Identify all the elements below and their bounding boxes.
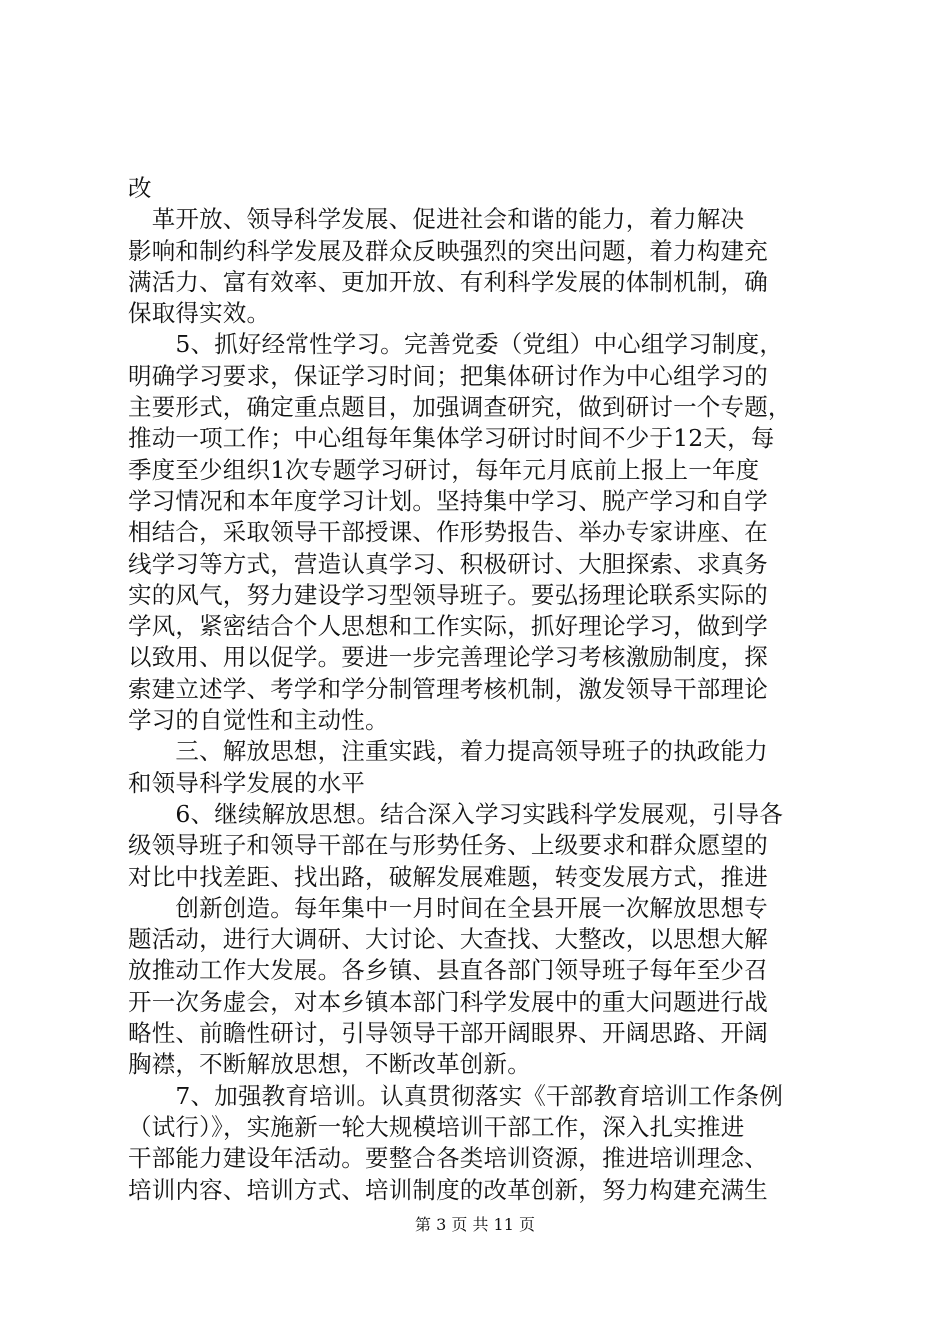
text-line: （试行）》，实施新一轮大规模培训干部工作，深入扎实推进 — [128, 1112, 745, 1141]
text-line: 培训内容、培训方式、培训制度的改革创新，努力构建充满生 — [128, 1175, 768, 1204]
document-body — [128, 173, 848, 1206]
text-line: 保取得实效。 — [128, 299, 271, 328]
text-line: 线学习等方式，营造认真学习、积极研讨、大胆探索、求真务 — [128, 549, 768, 578]
text-line: 以致用、用以促学。要进一步完善理论学习考核激励制度，探 — [128, 643, 768, 672]
page-footer: 第 3 页 共 11 页 — [415, 1215, 535, 1234]
text-line: 学习情况和本年度学习计划。坚持集中学习、脱产学习和自学 — [128, 486, 768, 515]
text-line: 学风，紧密结合个人思想和工作实际，抓好理论学习，做到学 — [128, 612, 768, 641]
text-line: 满活力、富有效率、更加开放、有利科学发展的体制机制，确 — [128, 267, 768, 296]
text-line: 对比中找差距、找出路，破解发展难题，转变发展方式，推进 — [128, 862, 768, 891]
text-line: 影响和制约科学发展及群众反映强烈的突出问题，着力构建充 — [128, 236, 768, 265]
text-line: 索建立述学、考学和学分制管理考核机制，激发领导干部理论 — [128, 674, 768, 703]
text-line: 级领导班子和领导干部在与形势任务、上级要求和群众愿望的 — [128, 831, 768, 860]
text-line: 7、加强教育培训。认真贯彻落实《干部教育培训工作条例 — [128, 1081, 784, 1110]
text-line: 6、继续解放思想。结合深入学习实践科学发展观，引导各 — [128, 799, 784, 828]
text-line: 实的风气，努力建设学习型领导班子。要弘扬理论联系实际的 — [128, 580, 768, 609]
text-line: 和领导科学发展的水平 — [128, 768, 365, 797]
text-line: 季度至少组织1次专题学习研讨，每年元月底前上报上一年度 — [128, 455, 760, 484]
text-line: 开一次务虚会，对本乡镇本部门科学发展中的重大问题进行战 — [128, 987, 768, 1016]
text-line: 干部能力建设年活动。要整合各类培训资源，推进培训理念、 — [128, 1144, 768, 1173]
text-line: 改 — [128, 174, 152, 202]
text-line: 主要形式，确定重点题目，加强调查研究，做到研讨一个专题， — [128, 393, 792, 422]
text-line: 5、抓好经常性学习。完善党委（党组）中心组学习制度， — [128, 330, 784, 359]
text-line: 明确学习要求，保证学习时间；把集体研讨作为中心组学习的 — [128, 361, 768, 390]
text-line: 放推动工作大发展。各乡镇、县直各部门领导班子每年至少召 — [128, 956, 768, 985]
text-line: 革开放、领导科学发展、促进社会和谐的能力，着力解决 — [128, 205, 745, 234]
text-line: 学习的自觉性和主动性。 — [128, 706, 389, 735]
text-line: 题活动，进行大调研、大讨论、大查找、大整改，以思想大解 — [128, 925, 768, 954]
text-line: 相结合，采取领导干部授课、作形势报告、举办专家讲座、在 — [128, 518, 768, 547]
text-line: 三、解放思想，注重实践，着力提高领导班子的执政能力 — [128, 737, 768, 766]
text-line: 创新创造。每年集中一月时间在全县开展一次解放思想专 — [128, 893, 768, 922]
text-line: 略性、前瞻性研讨，引导领导干部开阔眼界、开阔思路、开阔 — [128, 1019, 768, 1048]
text-line: 胸襟，不断解放思想，不断改革创新。 — [128, 1050, 531, 1079]
text-line: 推动一项工作；中心组每年集体学习研讨时间不少于12天，每 — [128, 424, 775, 453]
